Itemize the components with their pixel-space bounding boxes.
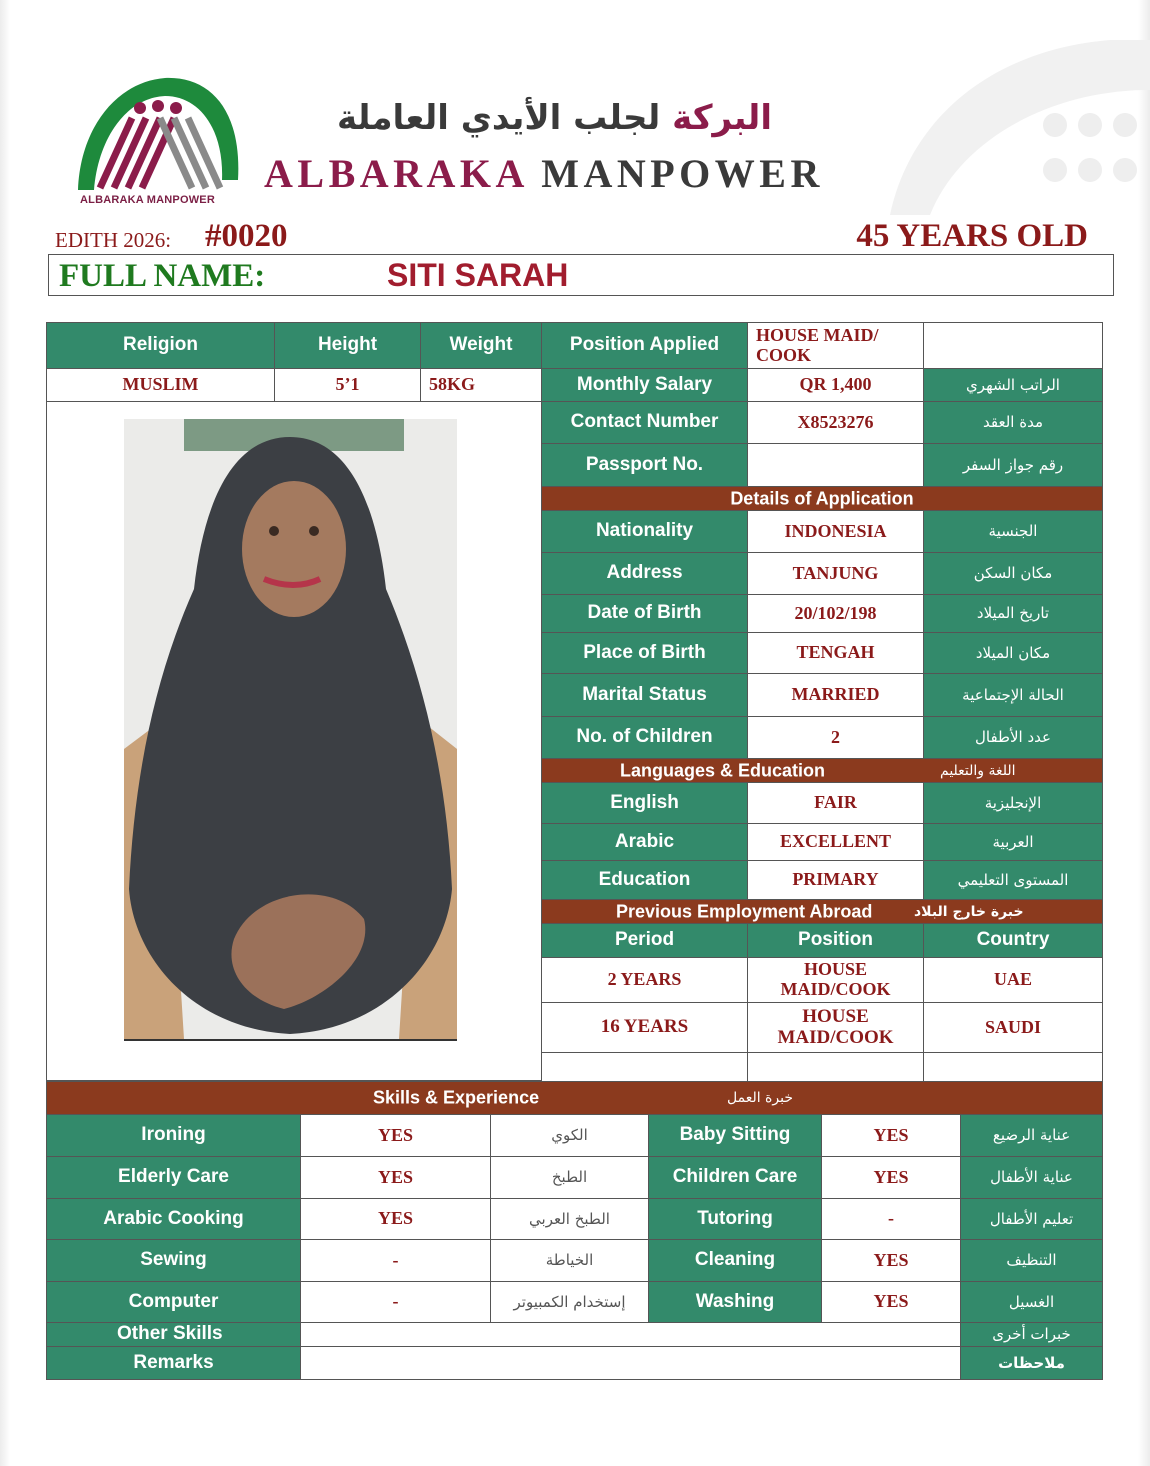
skill-children-care-label: Children Care	[648, 1156, 822, 1199]
skill-cleaning-label: Cleaning	[648, 1239, 822, 1282]
employment-row-2-country: SAUDI	[923, 1002, 1103, 1053]
remarks-arabic: ملاحظات	[960, 1346, 1103, 1380]
skill-washing-arabic: الغسيل	[960, 1281, 1103, 1323]
skill-tutoring-label: Tutoring	[648, 1198, 822, 1240]
monthly-salary-arabic: الراتب الشهري	[923, 368, 1103, 402]
marital-status-label: Marital Status	[541, 673, 748, 717]
brand-en-word-2: MANPOWER	[541, 151, 824, 196]
address-arabic: مكان السكن	[923, 552, 1103, 595]
employment-col-period: Period	[541, 923, 748, 958]
skill-washing-value: YES	[821, 1281, 961, 1323]
weight-header: Weight	[420, 322, 542, 369]
employment-col-position: Position	[747, 923, 924, 958]
nationality-arabic: الجنسية	[923, 510, 1103, 553]
remarks-label: Remarks	[46, 1346, 301, 1380]
nationality-value: INDONESIA	[747, 510, 924, 553]
brand-name-english	[264, 150, 824, 197]
details-header-text: Details of Application	[730, 488, 914, 508]
employment-row-1-period: 2 YEARS	[541, 957, 748, 1003]
skill-baby-sitting-arabic: عناية الرضيع	[960, 1114, 1103, 1157]
dob-arabic: تاريخ الميلاد	[923, 594, 1103, 633]
candidate-photo	[124, 419, 457, 1039]
arabic-arabic: العربية	[923, 823, 1103, 861]
religion-value: MUSLIM	[46, 368, 275, 402]
employment-header	[541, 899, 1103, 924]
skill-computer-label: Computer	[46, 1281, 301, 1323]
skill-computer-value: -	[300, 1281, 491, 1323]
languages-header-en: Languages & Education	[620, 760, 826, 780]
height-value: 5’1	[274, 368, 421, 402]
address-label: Address	[541, 552, 748, 595]
page-edge-left	[0, 0, 10, 1466]
watermark-logo	[850, 30, 1150, 220]
arabic-label: Arabic	[541, 823, 748, 861]
edition-label: EDITH 2026:	[55, 228, 172, 252]
address-value: TANJUNG	[747, 552, 924, 595]
skill-cleaning-arabic: التنظيف	[960, 1239, 1103, 1282]
skill-sewing-value: -	[300, 1239, 491, 1282]
skill-sewing-arabic: الخياطة	[490, 1239, 649, 1282]
arabic-value: EXCELLENT	[747, 823, 924, 861]
remarks-value	[300, 1346, 961, 1380]
nationality-label: Nationality	[541, 510, 748, 553]
contact-number-arabic: مدة العقد	[923, 401, 1103, 444]
english-arabic: الإنجليزية	[923, 782, 1103, 824]
other-skills-arabic: خبرات أخرى	[960, 1322, 1103, 1347]
skill-arabic-cooking-value: YES	[300, 1198, 491, 1240]
position-applied-label: Position Applied	[541, 322, 748, 369]
employment-row-3-position	[747, 1052, 924, 1082]
albaraka-logo	[70, 70, 250, 210]
skill-baby-sitting-value: YES	[821, 1114, 961, 1157]
skill-sewing-label: Sewing	[46, 1239, 301, 1282]
skill-arabic-cooking-label: Arabic Cooking	[46, 1198, 301, 1240]
brand-name-arabic	[262, 98, 847, 138]
details-header	[541, 486, 1103, 511]
pob-arabic: مكان الميلاد	[923, 632, 1103, 674]
brand-ar-word-2: لجلب الأيدي العاملة	[337, 98, 661, 138]
employment-row-3-period	[541, 1052, 748, 1082]
employment-header-ar: خبرة خارج البلاد	[914, 903, 1024, 920]
passport-value	[747, 443, 924, 487]
employment-row-1-position: HOUSE MAID/COOK	[747, 957, 924, 1003]
skill-elderly-care-arabic: الطبخ	[490, 1156, 649, 1199]
weight-value: 58KG	[420, 368, 542, 402]
position-applied-value: HOUSE MAID/ COOK	[747, 322, 924, 369]
skill-ironing-label: Ironing	[46, 1114, 301, 1157]
skill-tutoring-value: -	[821, 1198, 961, 1240]
skill-computer-arabic: إستخدام الكمبيوتر	[490, 1281, 649, 1323]
reference-number: #0020	[205, 218, 288, 254]
marital-status-value: MARRIED	[747, 673, 924, 717]
full-name-box	[48, 254, 1114, 296]
monthly-salary-label: Monthly Salary	[541, 368, 748, 402]
skill-ironing-arabic: الكوي	[490, 1114, 649, 1157]
skill-tutoring-arabic: تعليم الأطفال	[960, 1198, 1103, 1240]
contact-number-label: Contact Number	[541, 401, 748, 444]
height-header: Height	[274, 322, 421, 369]
pob-label: Place of Birth	[541, 632, 748, 674]
skill-washing-label: Washing	[648, 1281, 822, 1323]
marital-status-arabic: الحالة الإجتماعية	[923, 673, 1103, 717]
education-value: PRIMARY	[747, 860, 924, 900]
contact-number-value: X8523276	[747, 401, 924, 444]
languages-header	[541, 758, 1103, 783]
full-name-label: FULL NAME:	[59, 258, 266, 294]
english-value: FAIR	[747, 782, 924, 824]
position-applied-blank	[923, 322, 1103, 369]
other-skills-value	[300, 1322, 961, 1347]
employment-row-2-period: 16 YEARS	[541, 1002, 748, 1053]
brand-en-word-1: ALBARAKA	[264, 151, 527, 196]
skill-children-care-value: YES	[821, 1156, 961, 1199]
dob-label: Date of Birth	[541, 594, 748, 633]
employment-row-2-position: HOUSE MAID/COOK	[747, 1002, 924, 1053]
children-value: 2	[747, 716, 924, 759]
skills-header	[46, 1081, 1103, 1115]
children-arabic: عدد الأطفال	[923, 716, 1103, 759]
education-arabic: المستوى التعليمي	[923, 860, 1103, 900]
skills-header-en: Skills & Experience	[373, 1087, 540, 1108]
other-skills-label: Other Skills	[46, 1322, 301, 1347]
full-name-value: SITI SARAH	[387, 257, 569, 293]
education-label: Education	[541, 860, 748, 900]
employment-header-en: Previous Employment Abroad	[616, 901, 873, 921]
skill-elderly-care-label: Elderly Care	[46, 1156, 301, 1199]
monthly-salary-value: QR 1,400	[747, 368, 924, 402]
employment-row-3-country	[923, 1052, 1103, 1082]
skills-header-ar: خبرة العمل	[727, 1090, 793, 1106]
employment-col-country: Country	[923, 923, 1103, 958]
languages-header-ar: اللغة والتعليم	[940, 762, 1016, 779]
passport-arabic: رقم جواز السفر	[923, 443, 1103, 487]
skill-cleaning-value: YES	[821, 1239, 961, 1282]
logo-caption: ALBARAKA MANPOWER	[80, 194, 215, 206]
brand-ar-word-1: البركة	[672, 98, 772, 138]
religion-header: Religion	[46, 322, 275, 369]
age: 45 YEARS OLD	[856, 218, 1088, 254]
pob-value: TENGAH	[747, 632, 924, 674]
skill-baby-sitting-label: Baby Sitting	[648, 1114, 822, 1157]
employment-row-1-country: UAE	[923, 957, 1103, 1003]
dob-value: 20/102/198	[747, 594, 924, 633]
skill-children-care-arabic: عناية الأطفال	[960, 1156, 1103, 1199]
passport-label: Passport No.	[541, 443, 748, 487]
english-label: English	[541, 782, 748, 824]
skill-ironing-value: YES	[300, 1114, 491, 1157]
skill-elderly-care-value: YES	[300, 1156, 491, 1199]
children-label: No. of Children	[541, 716, 748, 759]
photo-underline	[124, 1039, 457, 1041]
skill-arabic-cooking-arabic: الطبخ العربي	[490, 1198, 649, 1240]
